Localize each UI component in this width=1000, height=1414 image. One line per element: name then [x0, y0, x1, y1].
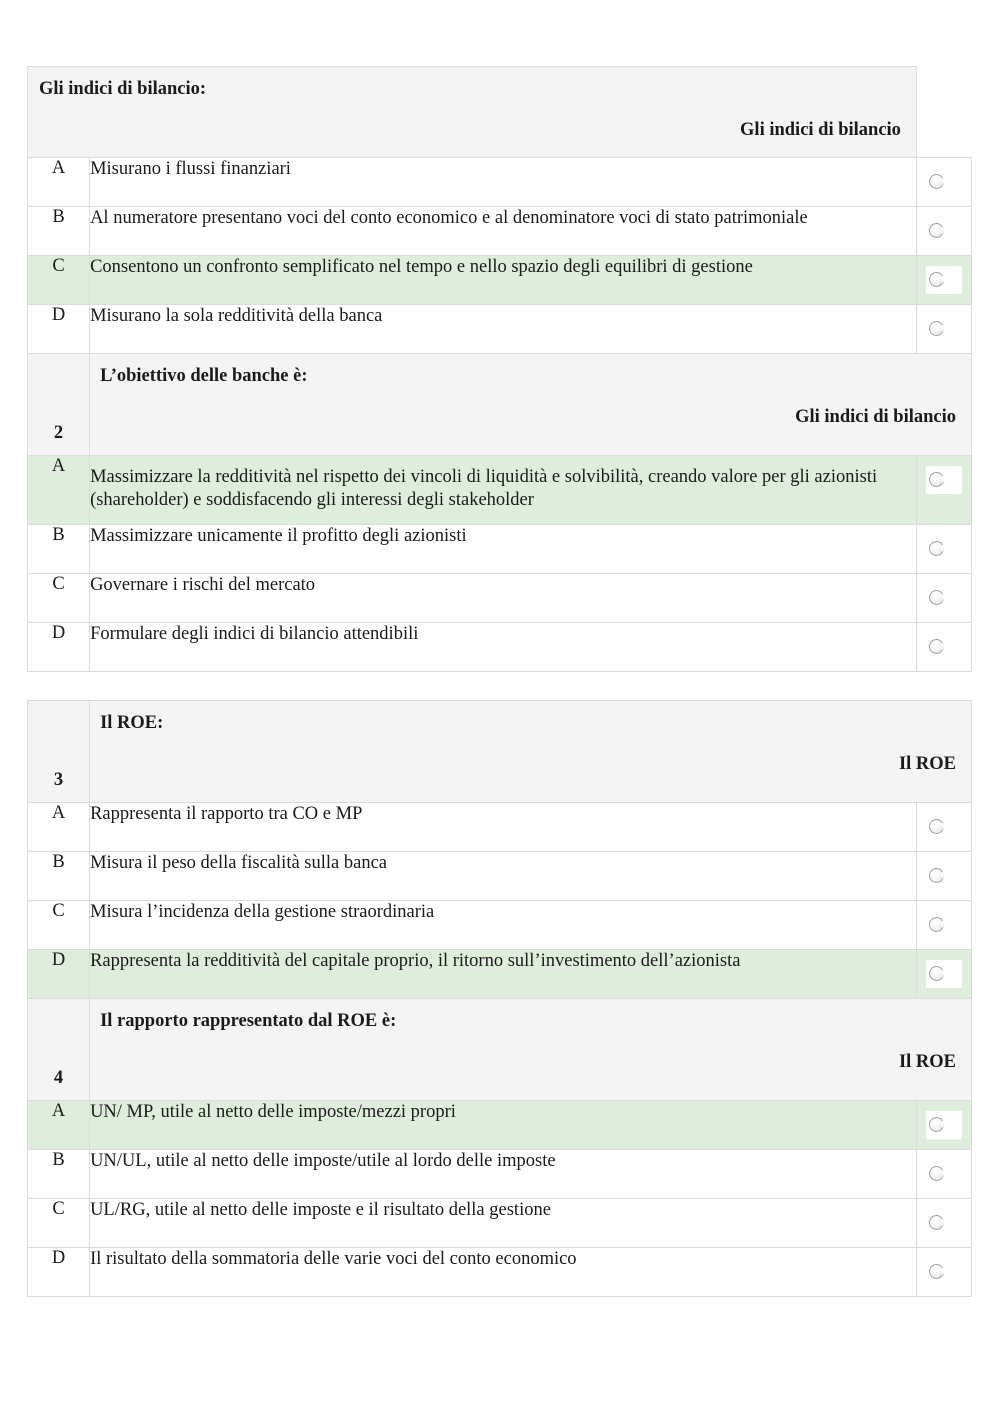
- option-text: UL/RG, utile al netto delle imposte e il risultato della gestione: [90, 1199, 917, 1248]
- option-text: UN/UL, utile al netto delle imposte/utile al lordo delle imposte: [90, 1150, 917, 1199]
- radio-button[interactable]: [929, 223, 944, 238]
- radio-frame: [926, 960, 962, 988]
- radio-button[interactable]: [929, 590, 944, 605]
- answer-row: [28, 574, 972, 623]
- header-spacer: [916, 67, 971, 158]
- answer-row: [28, 525, 972, 574]
- answer-row-correct: [28, 456, 972, 525]
- answer-row: [28, 852, 972, 901]
- option-letter: B: [28, 525, 90, 574]
- radio-button[interactable]: [929, 1117, 944, 1132]
- radio-button[interactable]: [929, 272, 944, 287]
- quiz-table-1: [27, 66, 972, 672]
- answer-row: [28, 901, 972, 950]
- option-text: Governare i rischi del mercato: [90, 574, 917, 623]
- answer-row-correct: [28, 1101, 972, 1150]
- option-letter: D: [28, 1248, 90, 1297]
- question-header: [28, 67, 972, 158]
- option-letter: C: [28, 574, 90, 623]
- option-letter: C: [28, 1199, 90, 1248]
- radio-button[interactable]: [929, 917, 944, 932]
- answer-row: [28, 1248, 972, 1297]
- option-text: Massimizzare la redditività nel rispetto dei vincoli di liquidità e solvibilità, creando valore per gli azionisti (shareholder) e soddisfacendo gli interessi degli stakeholder: [90, 456, 917, 525]
- answer-row-correct: [28, 256, 972, 305]
- question-number: 2: [28, 354, 90, 456]
- option-letter: A: [28, 456, 90, 525]
- question-header: [28, 701, 972, 803]
- quiz-table-2: [27, 700, 972, 1297]
- answer-row: [28, 207, 972, 256]
- radio-button[interactable]: [929, 966, 944, 981]
- question-prompt: Il rapporto rappresentato dal ROE è:: [100, 1011, 397, 1031]
- question-header: [28, 999, 972, 1101]
- question-prompt: L’obiettivo delle banche è:: [100, 366, 308, 386]
- option-letter: B: [28, 852, 90, 901]
- radio-button[interactable]: [929, 541, 944, 556]
- option-text: Formulare degli indici di bilancio attendibili: [90, 623, 917, 672]
- radio-button[interactable]: [929, 174, 944, 189]
- option-text: Massimizzare unicamente il profitto degli azionisti: [90, 525, 917, 574]
- option-letter: A: [28, 158, 90, 207]
- option-letter: D: [28, 623, 90, 672]
- question-number: 3: [28, 701, 90, 803]
- option-text: Al numeratore presentano voci del conto economico e al denominatore voci di stato patrimoniale: [90, 207, 917, 256]
- option-text: Consentono un confronto semplificato nel tempo e nello spazio degli equilibri di gestione: [90, 256, 917, 305]
- option-text: Misura l’incidenza della gestione straordinaria: [90, 901, 917, 950]
- option-letter: C: [28, 256, 90, 305]
- answer-row: [28, 1199, 972, 1248]
- question-prompt: Il ROE:: [100, 713, 164, 733]
- option-text: Il risultato della sommatoria delle varie voci del conto economico: [90, 1248, 917, 1297]
- option-text: UN/ MP, utile al netto delle imposte/mezzi propri: [90, 1101, 917, 1150]
- option-letter: D: [28, 950, 90, 999]
- radio-button[interactable]: [929, 1215, 944, 1230]
- option-text: Rappresenta la redditività del capitale proprio, il ritorno sull’investimento dell’azionista: [90, 950, 917, 999]
- option-text: Misurano la sola redditività della banca: [90, 305, 917, 354]
- answer-row: [28, 305, 972, 354]
- question-topic: Gli indici di bilancio: [740, 120, 901, 140]
- question-prompt: Gli indici di bilancio:: [39, 79, 207, 99]
- option-letter: A: [28, 803, 90, 852]
- answer-row: [28, 1150, 972, 1199]
- question-topic: Gli indici di bilancio: [795, 407, 956, 427]
- option-text: Rappresenta il rapporto tra CO e MP: [90, 803, 917, 852]
- radio-button[interactable]: [929, 868, 944, 883]
- option-text: Misura il peso della fiscalità sulla banca: [90, 852, 917, 901]
- radio-button[interactable]: [929, 819, 944, 834]
- answer-row: [28, 623, 972, 672]
- option-letter: B: [28, 207, 90, 256]
- answer-row: [28, 158, 972, 207]
- radio-button[interactable]: [929, 472, 944, 487]
- radio-frame: [926, 466, 962, 494]
- question-header: [28, 354, 972, 456]
- answer-row: [28, 803, 972, 852]
- radio-button[interactable]: [929, 1166, 944, 1181]
- option-letter: B: [28, 1150, 90, 1199]
- answer-row-correct: [28, 950, 972, 999]
- radio-frame: [926, 1111, 962, 1139]
- option-letter: D: [28, 305, 90, 354]
- radio-button[interactable]: [929, 1264, 944, 1279]
- question-topic: Il ROE: [898, 754, 956, 774]
- option-letter: C: [28, 901, 90, 950]
- radio-button[interactable]: [929, 639, 944, 654]
- radio-frame: [926, 266, 962, 294]
- radio-button[interactable]: [929, 321, 944, 336]
- option-text: Misurano i flussi finanziari: [90, 158, 917, 207]
- option-letter: A: [28, 1101, 90, 1150]
- question-topic: Il ROE: [898, 1052, 956, 1072]
- question-number: 4: [28, 999, 90, 1101]
